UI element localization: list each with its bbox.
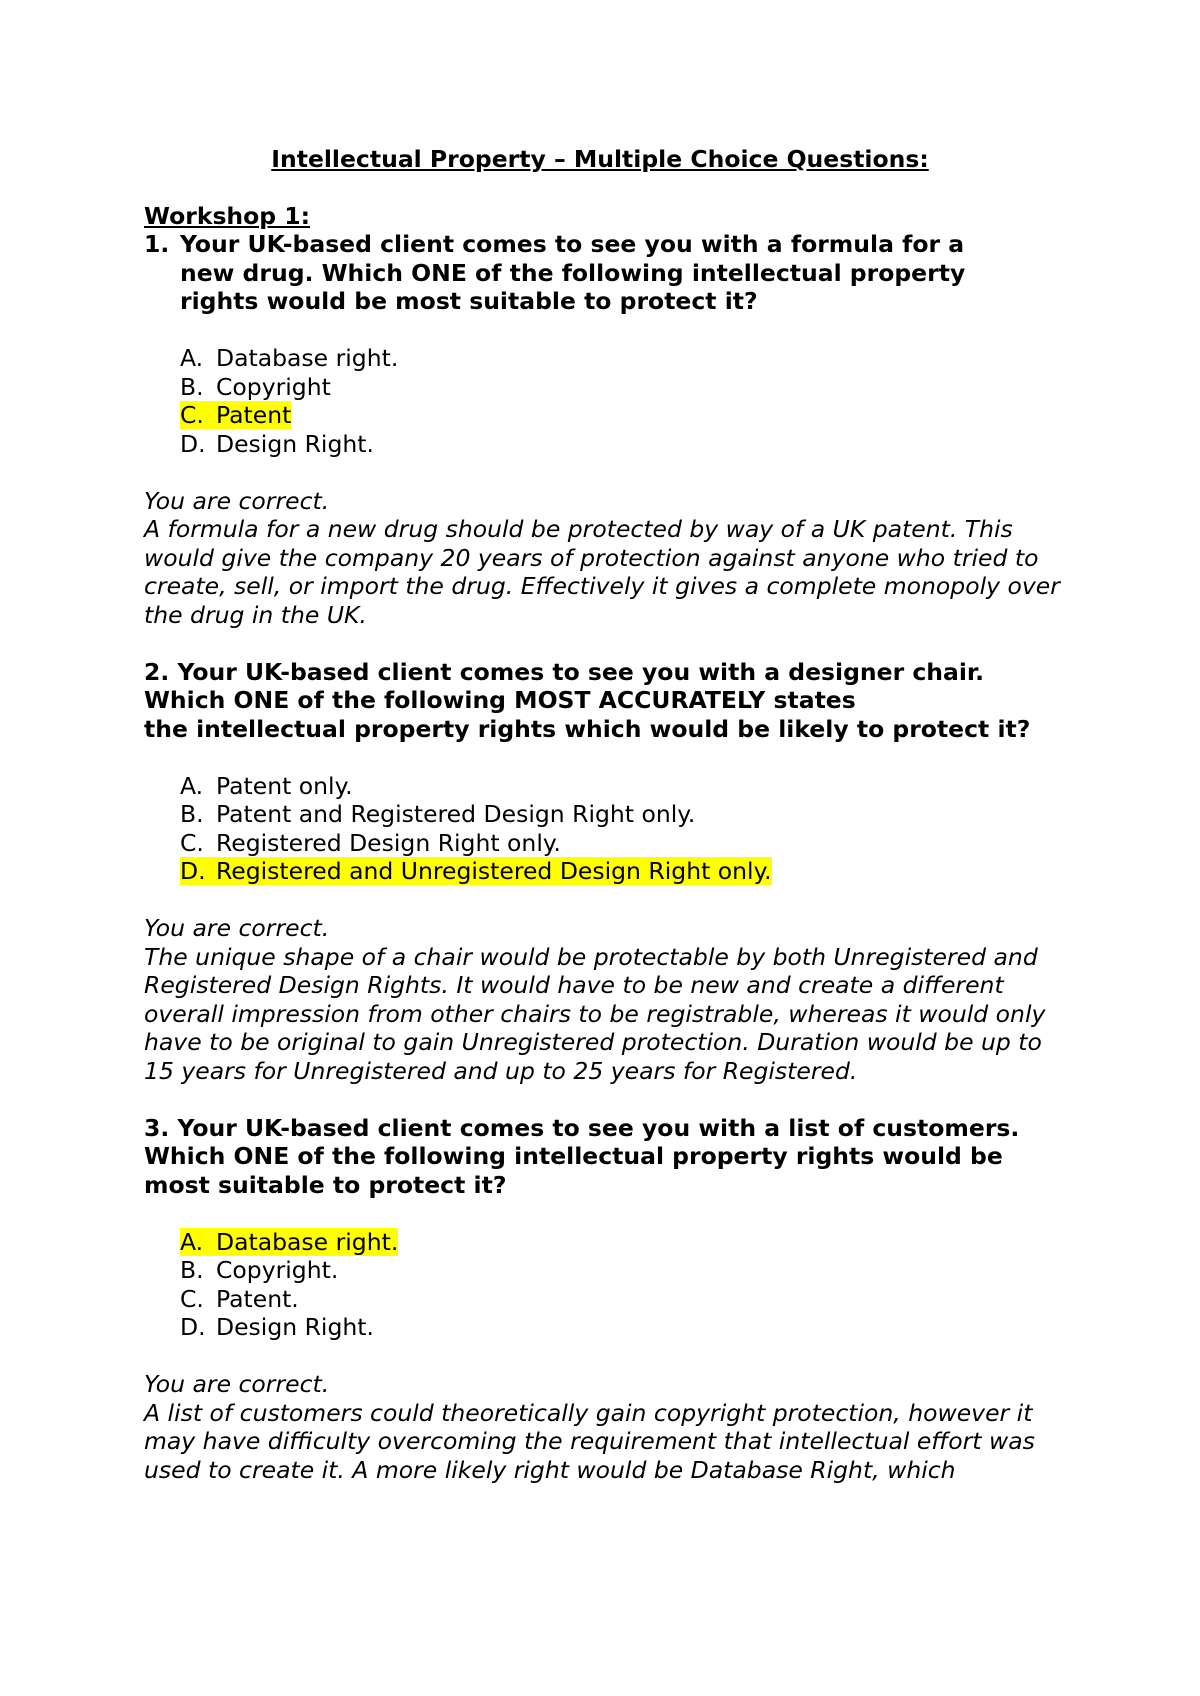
question-1-explanation: A formula for a new drug should be protected by way of a UK patent. This would give the company 20 years of protection against anyone who tried to create, sell, or import the drug. Effectively it gives a complete monopoly over the drug in the UK.	[144, 515, 1060, 629]
question-3-options	[144, 1228, 1074, 1342]
document-title: Intellectual Property – Multiple Choice Questions:	[271, 145, 929, 173]
question-2-feedback	[144, 914, 1074, 1085]
question-3-explanation: A list of customers could theoretically gain copyright protection, however it may have difficulty overcoming the requirement that intellectual effort was used to create it. A more likely right would be Database Right, which	[144, 1398, 1035, 1484]
question-2-option-b: B. Patent and Registered Design Right only.	[180, 800, 696, 828]
question-3-option-b: B. Copyright.	[180, 1256, 339, 1284]
question-2-options	[144, 772, 1074, 886]
question-2-option-d-correct: D. Registered and Unregistered Design Right only.	[180, 857, 772, 885]
question-3-feedback	[144, 1370, 1074, 1484]
question-1-option-c-correct: C. Patent	[180, 401, 292, 429]
workshop-heading: Workshop 1:	[144, 201, 311, 230]
question-3-text: 3. Your UK-based client comes to see you with a list of customers. Which ONE of the following intellectual property rights would be most suitable to protect it?	[144, 1113, 1020, 1199]
question-2-line-2: Which ONE of the following MOST ACCURATELY states	[144, 686, 856, 714]
question-2	[144, 658, 1074, 744]
question-3-option-a-correct: A. Database right.	[180, 1227, 399, 1256]
question-3-verdict: You are correct.	[144, 1370, 330, 1398]
question-3	[144, 1114, 1074, 1200]
question-1-verdict: You are correct.	[144, 486, 330, 515]
question-2-line-1: 2. Your UK-based client comes to see you with a designer chair.	[144, 657, 985, 686]
question-2-line-3: the intellectual property rights which would be likely to protect it?	[144, 714, 1031, 743]
question-1-feedback	[144, 487, 1074, 630]
question-1-options	[144, 344, 1074, 458]
question-2-verdict: You are correct.	[144, 914, 330, 942]
question-1-text: Your UK-based client comes to see you with a formula for a new drug. Which ONE of the following intellectual property rights would be most suitable to protect it?	[180, 230, 966, 315]
question-1-number: 1.	[144, 230, 170, 258]
question-1-option-b: B. Copyright	[180, 372, 331, 401]
question-3-option-c: C. Patent.	[180, 1284, 299, 1313]
question-2-explanation: The unique shape of a chair would be protectable by both Unregistered and Registered Design Rights. It would have to be new and create a different overall impression from other chairs to be registrable, whereas it would only have to be original to gain Unregistered protection. Duration would be up to 15 years for Unregistered and up to 25 years for Registered.	[144, 942, 1046, 1085]
question-1-option-d: D. Design Right.	[180, 429, 374, 458]
question-3-option-d: D. Design Right.	[180, 1313, 374, 1341]
question-2-option-c: C. Registered Design Right only.	[180, 828, 561, 857]
question-1	[144, 230, 1074, 316]
question-2-option-a: A. Patent only.	[180, 771, 353, 800]
question-1-option-a: A. Database right.	[180, 344, 399, 372]
document-body	[144, 145, 1074, 1484]
